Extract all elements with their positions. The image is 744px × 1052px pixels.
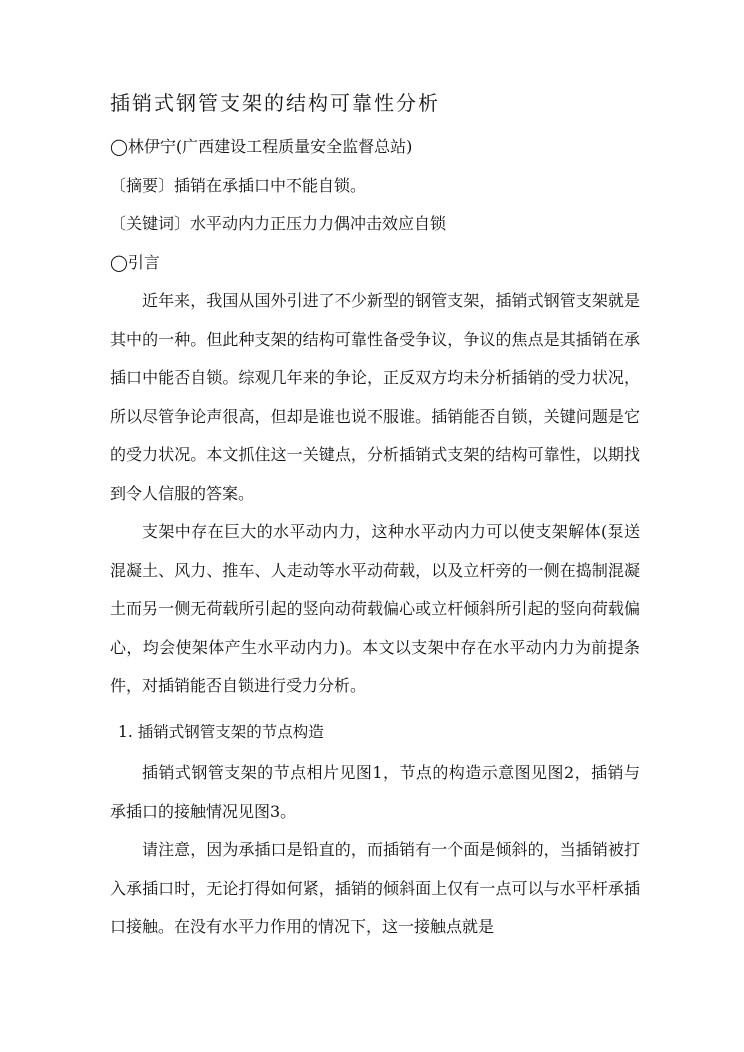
section-1-paragraph-2: 请注意，因为承插口是铅直的，而插销有一个面是倾斜的，当插销被打入承插口时，无论打得如何紧，插销的倾斜面上仅有一点可以与水平杆承插口接触。在没有水平力作用的情况下，这一接触点就是 bbox=[110, 840, 640, 936]
intro-paragraph-1: 近年来，我国从国外引进了不少新型的钢管支架，插销式钢管支架就是其中的一种。但此种支架的结构可靠性备受争议，争议的焦点是其插销在承插口中能否自锁。综观几年来的争论，正反双方均未分析插销的受力状况，所以尽管争论声很高，但却是谁也说不服谁。插销能否自锁，关键问题是它的受力状况。本文抓住这一关键点，分析插销式支架的结构可靠性，以期找到令人信服的答案。 bbox=[110, 291, 640, 503]
abstract-line: 〔摘要〕插销在承插口中不能自锁。 bbox=[110, 176, 367, 195]
section-1-heading: 1. 插销式钢管支架的节点构造 bbox=[118, 723, 324, 741]
section-1-paragraph-1: 插销式钢管支架的节点相片见图1，节点的构造示意图见图2，插销与承插口的接触情况见图3。 bbox=[110, 763, 640, 821]
author-line: ◯林伊宁(广西建设工程质量安全监督总站) bbox=[110, 137, 413, 156]
document-title: 插销式钢管支架的结构可靠性分析 bbox=[110, 91, 440, 115]
intro-heading: ◯引言 bbox=[110, 253, 160, 272]
intro-paragraph-2: 支架中存在巨大的水平动内力，这种水平动内力可以使支架解体(泵送混凝土、风力、推车、人走动等水平动荷载，以及立杆旁的一侧在捣制混凝土而另一侧无荷载所引起的竖向动荷载偏心或立杆倾斜所引起的竖向荷载偏心，均会使架体产生水平动内力)。本文以支架中存在水平动内力为前提条件，对插销能否自锁进行受力分析。 bbox=[110, 522, 640, 695]
keywords-line: 〔关键词〕水平动内力正压力力偶冲击效应自锁 bbox=[110, 214, 447, 233]
